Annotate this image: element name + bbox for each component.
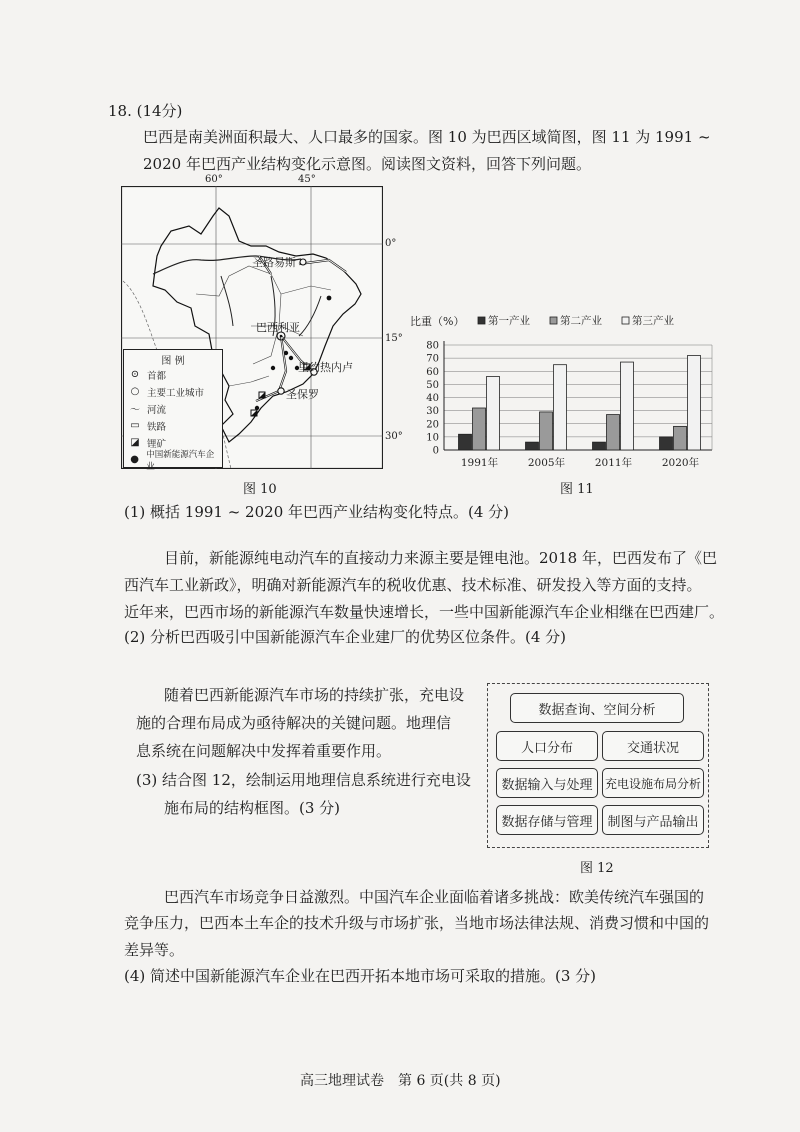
bar-2020年-3 [688,356,701,451]
gis-box-population: 人口分布 [496,731,598,761]
figure12-frame [487,683,709,848]
bar-2011年-3 [621,362,634,450]
longitude-label-60: 60° [205,174,223,185]
bar-2005年-2 [540,412,553,450]
passage3-line1: 随着巴西新能源汽车市场的持续扩张，充电设 [164,686,465,704]
latitude-label-30: 30° [385,431,403,442]
bar-2011年-2 [607,415,620,450]
ytick-30: 30 [426,406,439,418]
nev-company-icon: ● [130,454,139,465]
intro-text-line1: 巴西是南美洲面积最大、人口最多的国家。图 10 为巴西区域简图，图 11 为 1991 ~ [143,128,711,146]
xtick-2: 2011年 [594,457,633,469]
legend-label-3: 第三产业 [632,315,674,327]
city-label-rio: 里约热内卢 [298,361,353,374]
question-3-line2: 施布局的结构框图。(3 分) [164,799,341,817]
passage4-line2: 竞争压力，巴西本土车企的技术升级与市场扩张，当地市场法律法规、消费习惯和中国的 [124,914,710,932]
river-icon: ～ [130,405,140,416]
ytick-20: 20 [426,419,439,431]
passage2-line3: 近年来，巴西市场的新能源汽车数量快速增长，一些中国新能源汽车企业相继在巴西建厂。 [124,603,725,621]
question-4: (4) 简述中国新能源汽车企业在巴西开拓本地市场可采取的措施。(3 分) [124,967,597,985]
legend-item-railway: ▭ 铁路 [127,417,219,434]
legend-item-capital: ⊙ 首都 [127,366,219,383]
ytick-10: 10 [426,432,439,444]
city-icon: ○ [130,386,140,397]
question-2: (2) 分析巴西吸引中国新能源汽车企业建厂的优势区位条件。(4 分) [124,628,567,646]
gis-box-layout-analysis: 充电设施布局分析 [602,768,704,798]
chart-ylabel: 比重（%） [410,315,465,328]
passage2-line2: 西汽车工业新政》，明确对新能源汽车的税收优惠、技术标准、研发投入等方面的支持。 [124,576,702,594]
ytick-50: 50 [426,379,439,391]
question-3-line1: (3) 结合图 12，绘制运用地理信息系统进行充电设 [136,771,471,789]
bar-1991年-2 [473,408,486,450]
gis-box-mapping-output: 制图与产品输出 [602,805,704,835]
gis-box-traffic: 交通状况 [602,731,704,761]
legend-swatch-1 [478,317,485,324]
figure12-caption: 图 12 [580,861,614,876]
question-1: (1) 概括 1991 ~ 2020 年巴西产业结构变化特点。(4 分) [124,503,510,521]
gis-box-query-analysis: 数据查询、空间分析 [510,693,684,723]
passage4-line3: 差异等。 [124,941,185,959]
legend-title: 图 例 [161,356,185,367]
legend-label-1: 第一产业 [488,315,530,327]
legend-item-nev: ● 中国新能源汽车企业 [127,451,219,468]
xtick-3: 2020年 [661,457,700,469]
industry-structure-chart [408,307,730,472]
bar-2005年-1 [526,442,539,450]
legend-item-river: ～ 河流 [127,400,219,417]
legend-item-lithium: ◪ 锂矿 [127,434,219,451]
latitude-label-15: 15° [385,333,403,344]
passage3-line3: 息系统在问题解决中发挥着重要作用。 [136,742,392,760]
city-label-sao-luis: 圣路易斯 [252,256,296,269]
ytick-40: 40 [426,393,439,404]
legend-swatch-3 [622,317,629,324]
bar-2011年-1 [593,442,606,450]
city-label-brasilia: 巴西利亚 [256,321,300,334]
lithium-icon: ◪ [130,437,140,448]
latitude-label-0: 0° [385,238,397,249]
ytick-0: 0 [432,445,439,457]
capital-icon: ⊙ [130,369,140,380]
intro-text-line2: 2020 年巴西产业结构变化示意图。阅读图文资料，回答下列问题。 [143,155,591,173]
legend-label-2: 第二产业 [560,315,602,327]
ytick-70: 70 [426,353,439,365]
railway-icon: ▭ [130,420,140,431]
xtick-0: 1991年 [460,457,499,469]
bar-2020年-2 [674,426,687,450]
legend-item-city: ○ 主要工业城市 [127,383,219,400]
question-number: 18. (14分) [108,102,183,120]
legend-swatch-2 [550,317,557,324]
figure10-caption: 图 10 [243,482,277,497]
gis-box-storage: 数据存储与管理 [496,805,598,835]
xtick-1: 2005年 [527,457,566,469]
bar-1991年-1 [459,434,472,450]
city-label-sao-paulo: 圣保罗 [286,388,319,401]
longitude-label-45: 45° [298,174,316,185]
passage2-line1: 目前，新能源纯电动汽车的直接动力来源主要是锂电池。2018 年，巴西发布了《巴 [164,549,717,567]
ytick-80: 80 [426,340,439,352]
page-footer: 高三地理试卷 第 6 页(共 8 页) [300,1073,501,1089]
bar-2020年-1 [660,437,673,450]
bar-2005年-3 [554,365,567,450]
passage3-line2: 施的合理布局成为亟待解决的关键问题。地理信 [136,714,452,732]
bar-1991年-3 [487,377,500,451]
passage4-line1: 巴西汽车市场竞争日益激烈。中国汽车企业面临着诸多挑战：欧美传统汽车强国的 [164,888,705,906]
gis-box-data-input: 数据输入与处理 [496,768,598,798]
figure11-caption: 图 11 [560,482,594,497]
map-legend [123,349,223,472]
ytick-60: 60 [426,366,439,378]
